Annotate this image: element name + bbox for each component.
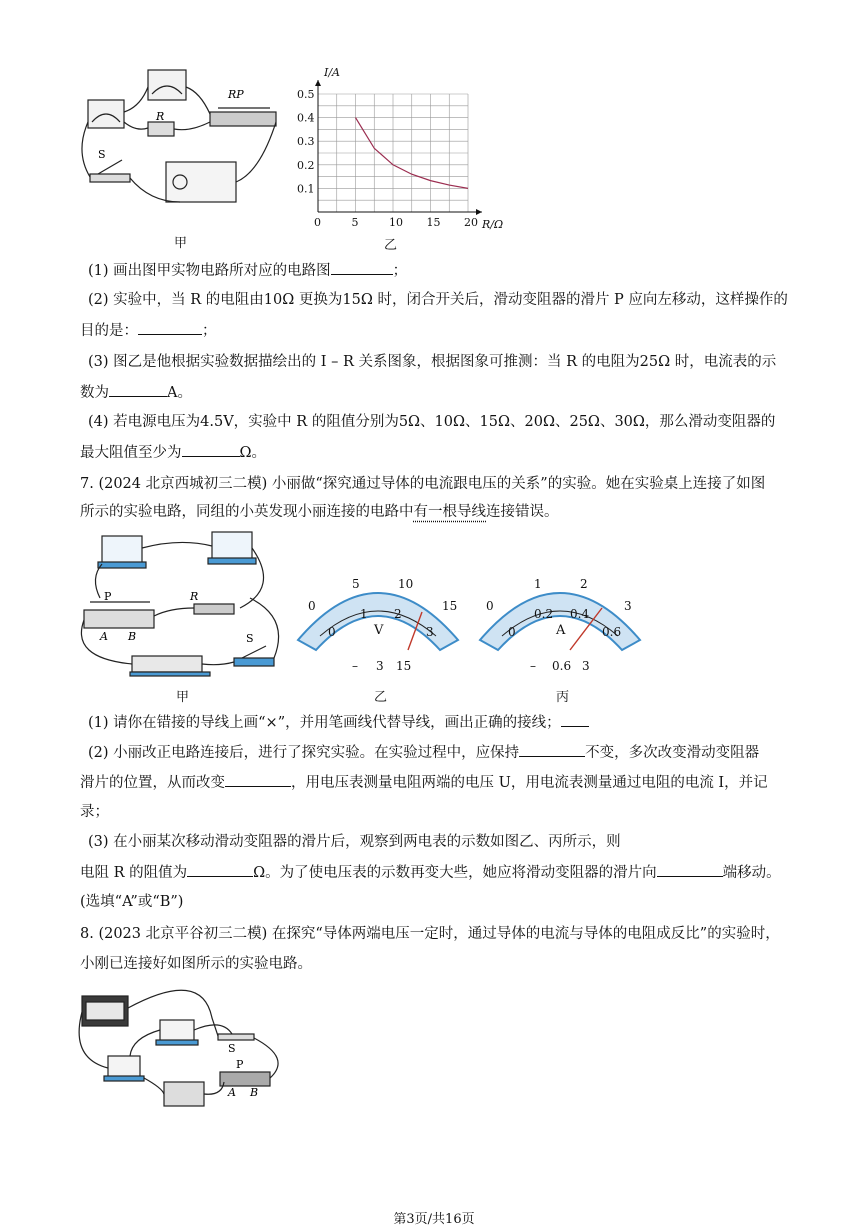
y-tick-label: 0.3 — [297, 135, 315, 149]
caption-bing-q7: 丙 — [556, 690, 570, 705]
caption-yi-q7: 乙 — [374, 690, 388, 705]
x-tick-label: 20 — [464, 216, 478, 229]
q7-part3-line1: (3) 在小丽某次移动滑动变阻器的滑片后，观察到两电表的示数如图乙、丙所示，则 — [88, 834, 621, 850]
label-b: B — [128, 630, 137, 643]
circuit-diagram-q7 — [70, 528, 290, 688]
amp-bot-02: 0.2 — [534, 607, 554, 621]
volt-top-5: 5 — [352, 577, 360, 591]
label-b-q8: B — [250, 1086, 259, 1099]
amp-top-1: 1 — [534, 577, 542, 591]
voltmeter-dial — [290, 566, 466, 686]
label-p: P — [104, 590, 112, 603]
q7-part2-line2: 滑片的位置，从而改变 ，用电压表测量电阻两端的电压 U，用电流表测量通过电阻的电流 I，并记 — [80, 772, 768, 793]
circuit-diagram-q8 — [72, 978, 302, 1118]
volt-top-10: 10 — [398, 577, 414, 591]
q7-part2-line1: (2) 小丽改正电路连接后，进行了探究实验。在实验过程中，应保持 不变，多次改变滑动变阻器 — [88, 742, 759, 763]
page-number: 第3页/共16页 — [393, 1212, 475, 1227]
amp-bot-0: 0 — [508, 625, 516, 639]
q6-part3-line1: (3) 图乙是他根据实验数据描绘出的 I – R 关系图象，根据图象可推测：当 R 的电阻为25Ω 时，电流表的示 — [88, 354, 777, 370]
amp-top-2: 2 — [580, 577, 588, 591]
y-axis-title: I/A — [324, 66, 340, 79]
amp-unit: A — [556, 623, 566, 638]
label-s-q8: S — [228, 1042, 236, 1055]
q7-part1: (1) 请你在错接的导线上画“×”，并用笔画线代替导线，画出正确的接线； — [88, 712, 589, 733]
caption-q7-jia: 甲 — [176, 690, 190, 705]
label-rp: RP — [228, 88, 244, 101]
label-p-q8: P — [236, 1058, 244, 1071]
volt-bot-1: 1 — [360, 607, 368, 621]
label-s-q7: S — [246, 632, 254, 645]
amp-bot-06: 0.6 — [602, 625, 622, 639]
y-tick-label: 0.4 — [297, 111, 315, 125]
amp-bot-04: 0.4 — [570, 607, 590, 621]
q6-part2-line1: (2) 实验中，当 R 的电阻由10Ω 更换为15Ω 时，闭合开关后，滑动变阻器的滑片 P 应向左移动，这样操作的 — [88, 292, 788, 308]
amp-top-3: 3 — [624, 599, 632, 613]
i-r-chart — [296, 62, 506, 232]
label-a-q8: A — [228, 1086, 236, 1099]
q6-part2-line2: 目的是： ； — [80, 320, 217, 341]
circuit-diagram-jia — [70, 62, 290, 232]
q7-heading-line2: 所示的实验电路，同组的小英发现小丽连接的电路中有一根导线连接错误。 — [80, 504, 559, 520]
y-tick-label: 0.2 — [297, 158, 315, 172]
q8-heading-line2: 小刚已连接好如图所示的实验电路。 — [80, 956, 312, 972]
volt-bot-2: 2 — [394, 607, 402, 621]
x-tick-label: 15 — [426, 216, 441, 229]
volt-bot-0: 0 — [328, 625, 336, 639]
x-axis-title: R/Ω — [482, 218, 504, 231]
ammeter-dial — [472, 566, 648, 686]
volt-top-0: 0 — [308, 599, 316, 613]
label-s: S — [98, 148, 106, 161]
volt-term-neg: – — [352, 659, 358, 673]
x-axis-arrow — [476, 209, 482, 215]
q6-part4-line1: (4) 若电源电压为4.5V，实验中 R 的阻值分别为5Ω、10Ω、15Ω、20Ω、25Ω、30Ω，那么滑动变阻器的 — [88, 414, 776, 430]
amp-top-0: 0 — [486, 599, 494, 613]
q6-part3-line2: 数为 A。 — [80, 382, 192, 403]
caption-jia: 甲 — [174, 236, 188, 251]
volt-term-15: 15 — [396, 659, 412, 673]
amp-term-06: 0.6 — [552, 659, 572, 673]
amp-term-3: 3 — [582, 659, 590, 673]
volt-term-3: 3 — [376, 659, 384, 673]
volt-bot-3: 3 — [426, 625, 434, 639]
x-tick-label: 5 — [351, 216, 359, 229]
y-tick-label: 0.5 — [297, 88, 315, 101]
q6-part4-line2: 最大阻值至少为 Ω。 — [80, 442, 266, 463]
q7-part3-line2: 电阻 R 的阻值为 Ω。为了使电压表的示数再变大些，她应将滑动变阻器的滑片向 端移动。 — [80, 862, 781, 883]
q6-part1: (1) 画出图甲实物电路所对应的电路图 ； — [88, 260, 407, 281]
label-r-q7: R — [190, 590, 199, 603]
label-a: A — [100, 630, 108, 643]
q7-part2-line3: 录； — [80, 804, 109, 820]
x-tick-label: 0 — [314, 216, 321, 229]
volt-unit: V — [374, 623, 384, 638]
label-r: R — [156, 110, 165, 123]
y-tick-label: 0.1 — [297, 182, 315, 196]
caption-yi: 乙 — [384, 238, 398, 253]
volt-top-15: 15 — [442, 599, 458, 613]
x-tick-label: 10 — [389, 216, 403, 229]
q8-heading: 8. (2023 北京平谷初三二模) 在探究“导体两端电压一定时，通过导体的电流与导体的电阻成反比”的实验时， — [80, 926, 780, 942]
y-axis-arrow — [315, 80, 321, 86]
amp-term-neg: – — [530, 659, 536, 673]
q7-heading: 7. (2024 北京西城初三二模) 小丽做“探究通过导体的电流跟电压的关系”的实验。她在实验桌上连接了如图 — [80, 476, 766, 492]
q7-part3-line3: (选填“A”或“B”) — [80, 894, 184, 910]
